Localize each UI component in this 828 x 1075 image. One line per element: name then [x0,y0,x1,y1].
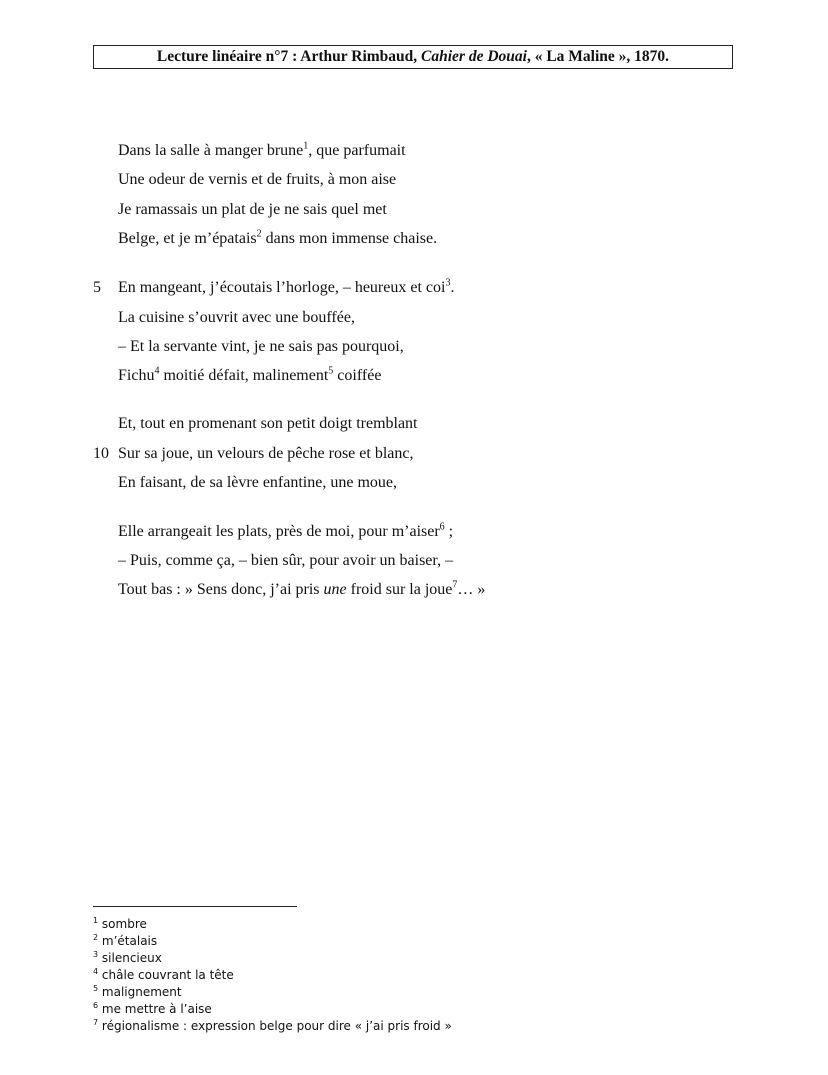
footnote-4: $^4$ châle couvrant la tête [93,967,234,982]
poem-line-8: Fichu$^4$ moitié défait, malinement$^5$ coiffée [118,365,382,384]
poem-line-13: – Puis, comme ça, – bien sûr, pour avoir un baiser, – [118,552,454,569]
poem-line-6: La cuisine s’ouvrit avec une bouffée, [118,309,355,326]
poem-line-12: Elle arrangeait les plats, près de moi, pour m’aiser$^6$ ; [118,521,454,540]
footnote-7: $^7$ régionalisme : expression belge pour dire « j’ai pris froid » [93,1018,452,1033]
footnote-ref-2: 2 [256,228,262,240]
poem-line-9: Et, tout en promenant son petit doigt tremblant [118,415,418,432]
footnote-3: $^3$ silencieux [93,950,162,965]
italic-une: une [323,581,347,598]
poem-line-5: En mangeant, j’écoutais l’horloge, – heureux et coi$^3$. [118,277,455,296]
line-number-10: 10 [93,445,109,462]
poem-line-7: – Et la servante vint, je ne sais pas pourquoi, [118,338,404,355]
footnote-6: $^6$ me mettre à l’aise [93,1001,212,1016]
poem-line-2: Une odeur de vernis et de fruits, à mon aise [118,171,397,188]
footnote-ref-1: 1 [303,140,309,152]
poem-line-10: Sur sa joue, un velours de pêche rose et blanc, [118,445,414,462]
poem-line-4: Belge, et je m’épatais$^2$ dans mon immense chaise. [118,228,438,247]
poem-line-3: Je ramassais un plat de je ne sais quel met [118,201,387,218]
footnote-ref-7: 7 [452,579,458,591]
footnote-2: $^2$ m’étalais [93,933,158,948]
title-part-1: Lecture linéaire n°7 : Arthur Rimbaud, [156,48,422,65]
poem-line-1: Dans la salle à manger brune$^1$, que parfumait [118,140,406,159]
footnote-ref-3: 3 [445,277,451,289]
title-italic-work: Cahier de Douai [421,48,527,65]
footnote-ref-4: 4 [154,365,160,377]
footnote-separator [93,906,297,907]
footnote-ref-5: 5 [328,365,334,377]
title-part-2: , « La Maline », 1870. [526,48,670,65]
footnote-1: $^1$ sombre [93,916,147,931]
line-number-5: 5 [93,279,101,296]
footnote-ref-6: 6 [439,521,445,533]
poem-line-11: En faisant, de sa lèvre enfantine, une moue, [118,474,397,491]
footnote-5: $^5$ malignement [93,984,182,999]
poem-line-14: Tout bas : » Sens donc, j’ai pris une froid sur la joue$^7$… » [118,579,486,598]
